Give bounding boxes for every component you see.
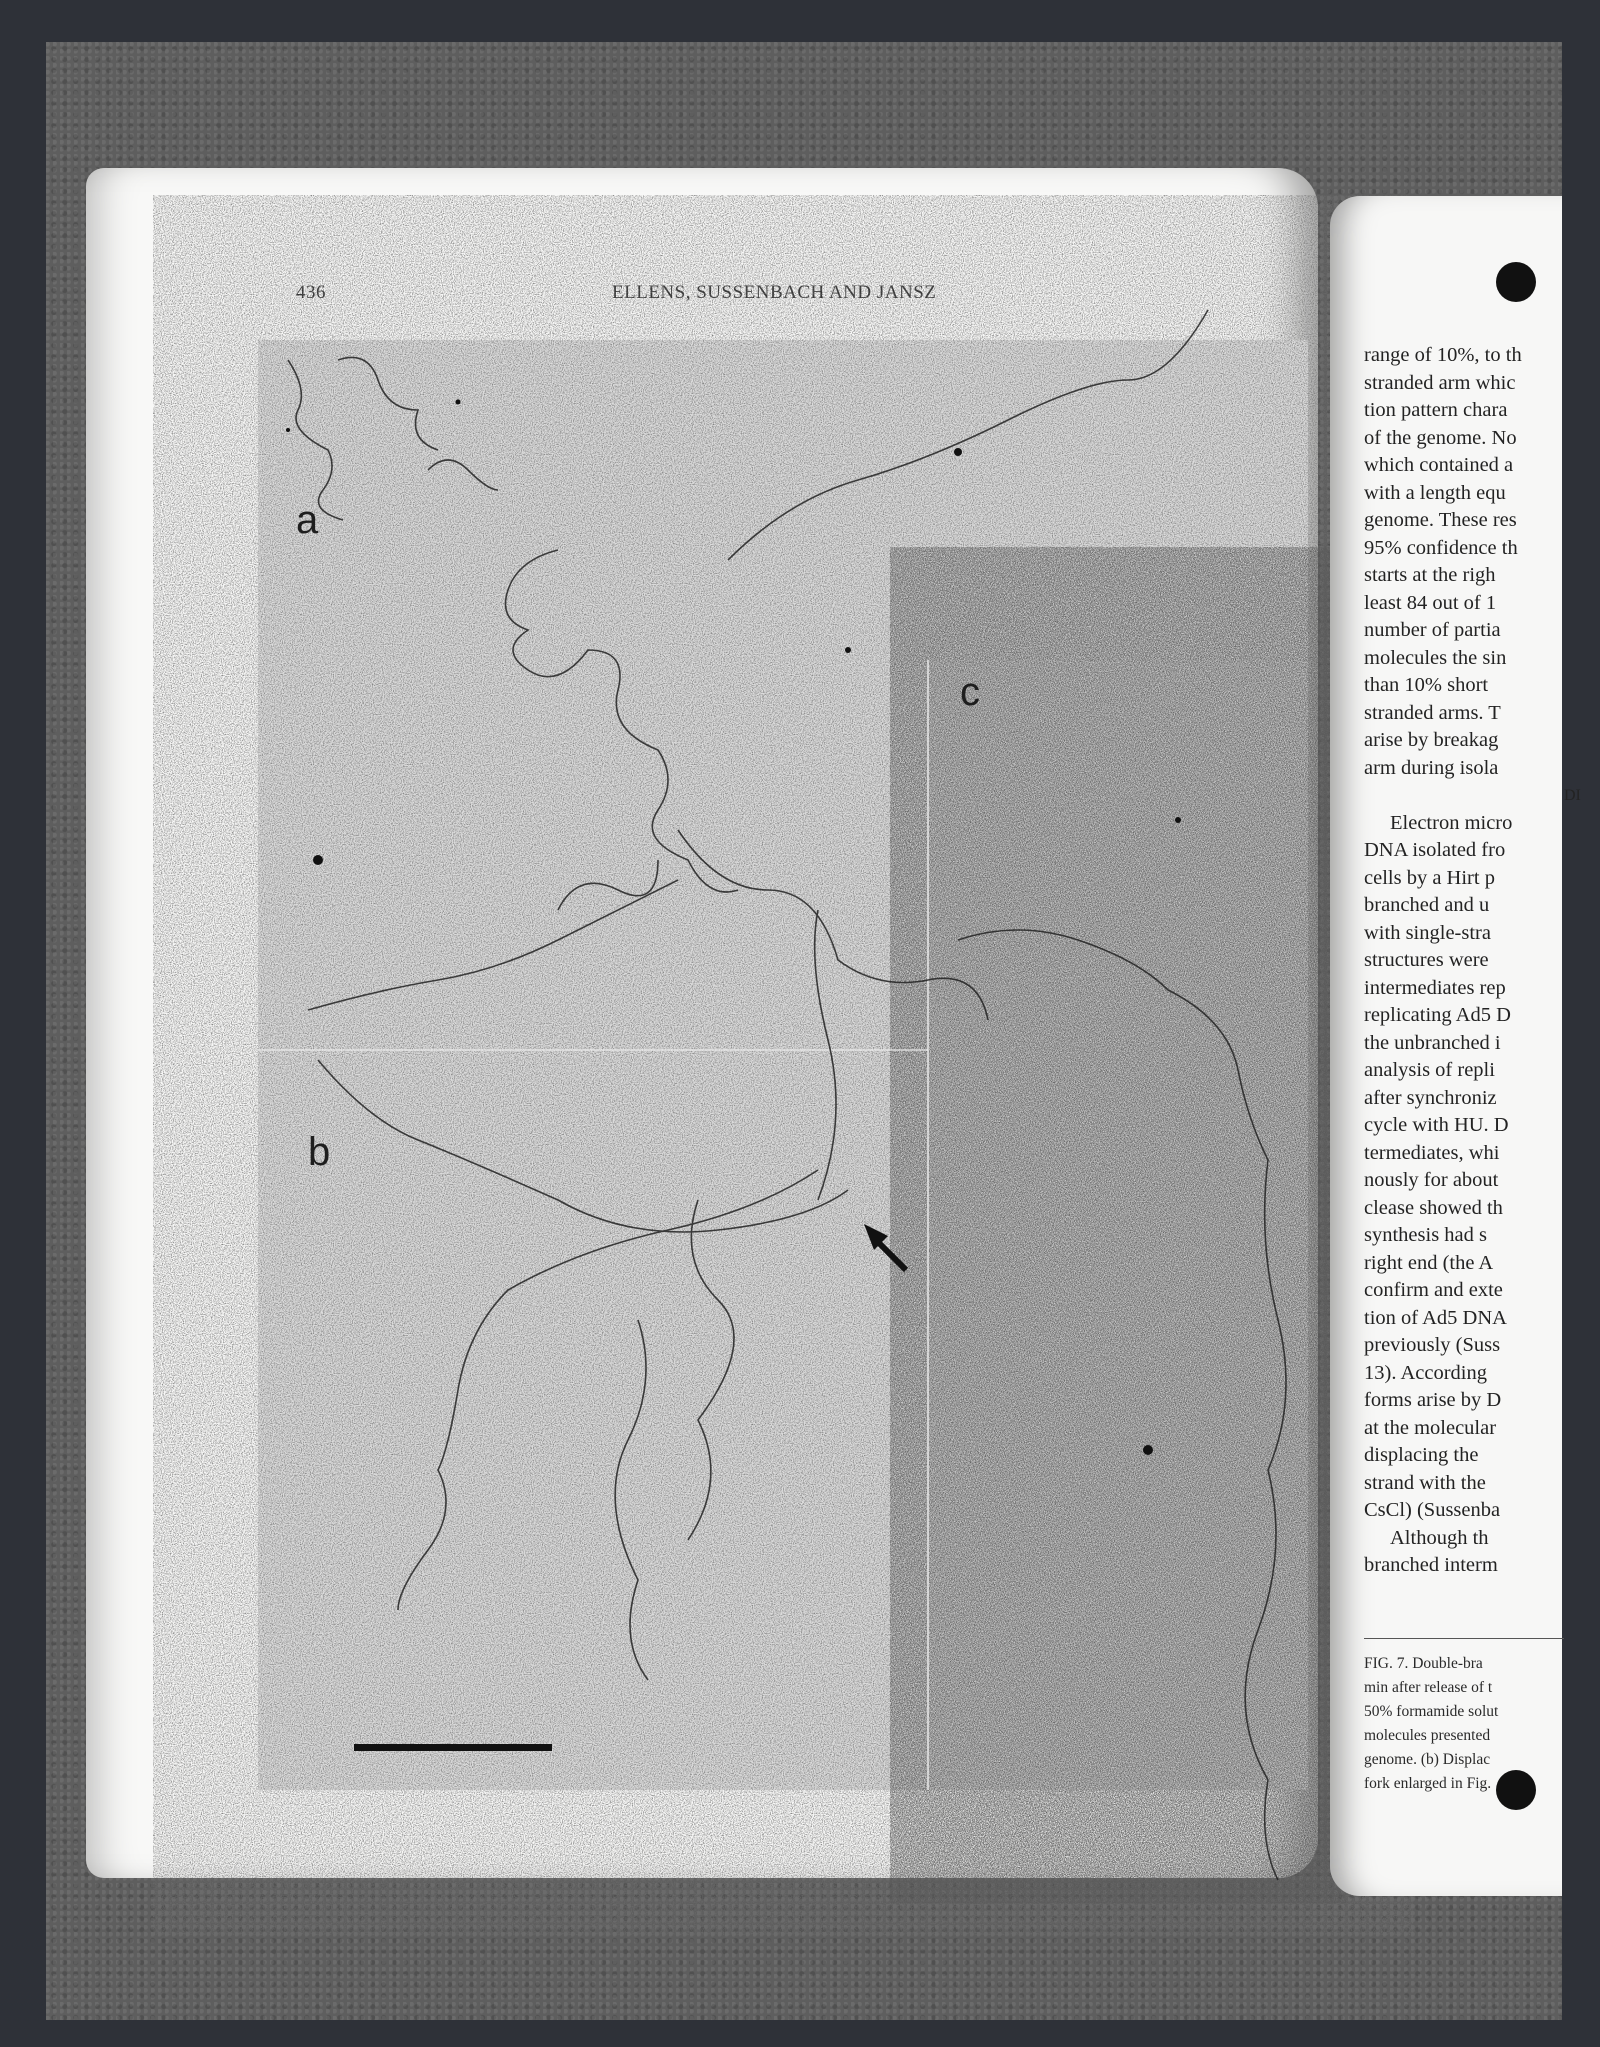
text-line: tion of Ad5 DNA bbox=[1364, 1306, 1507, 1329]
page-number: 436 bbox=[296, 282, 326, 303]
text-line: least 84 out of 1 bbox=[1364, 591, 1497, 614]
text-line: 95% confidence th bbox=[1364, 536, 1518, 559]
text-line: right end (the A bbox=[1364, 1251, 1494, 1274]
electron-micrograph-figure bbox=[258, 340, 1308, 1790]
text-line: arise by breakag bbox=[1364, 729, 1499, 751]
section-heading: DI bbox=[1564, 787, 1581, 804]
caption-line: 50% formamide solut bbox=[1364, 1703, 1499, 1720]
text-line: of the genome. No bbox=[1364, 426, 1517, 449]
page-header bbox=[296, 282, 996, 310]
running-head: ELLENS, SUSSENBACH AND JANSZ bbox=[612, 282, 937, 303]
right-page bbox=[1330, 196, 1581, 1896]
text-line: Although th bbox=[1390, 1526, 1489, 1549]
text-line: number of partia bbox=[1364, 619, 1501, 641]
body-text-column bbox=[1364, 342, 1584, 1580]
text-line: arm during isola bbox=[1364, 756, 1499, 779]
text-line: strand with the bbox=[1364, 1471, 1486, 1494]
micrograph-image bbox=[258, 340, 1308, 1790]
caption-line: molecules presented bbox=[1364, 1727, 1491, 1744]
text-line: synthesis had s bbox=[1364, 1224, 1487, 1246]
text-line: starts at the righ bbox=[1364, 564, 1496, 586]
binder-hole bbox=[1496, 262, 1536, 302]
text-line: tion pattern chara bbox=[1364, 399, 1508, 421]
text-line: the unbranched i bbox=[1364, 1031, 1501, 1054]
text-line: intermediates rep bbox=[1364, 976, 1506, 999]
text-line: genome. These res bbox=[1364, 509, 1517, 531]
text-line: molecules the sin bbox=[1364, 646, 1507, 669]
caption-line: FIG. 7. Double-bra bbox=[1364, 1655, 1483, 1672]
text-line: previously (Suss bbox=[1364, 1334, 1501, 1356]
text-line: 13). According bbox=[1364, 1361, 1487, 1384]
panel-label-b: b bbox=[308, 1130, 331, 1174]
text-line: forms arise by D bbox=[1364, 1389, 1502, 1411]
text-line: replicating Ad5 D bbox=[1364, 1004, 1511, 1026]
text-line: stranded arms. T bbox=[1364, 701, 1501, 724]
text-line: branched and u bbox=[1364, 894, 1490, 916]
figure-caption bbox=[1364, 1652, 1574, 1796]
text-line: cycle with HU. D bbox=[1364, 1114, 1509, 1136]
text-line: structures were bbox=[1364, 949, 1489, 971]
caption-line: genome. (b) Displac bbox=[1364, 1751, 1491, 1768]
text-line: with a length equ bbox=[1364, 481, 1506, 504]
caption-line: min after release of t bbox=[1364, 1679, 1493, 1696]
text-line: stranded arm whic bbox=[1364, 371, 1516, 394]
text-line: with single-stra bbox=[1364, 921, 1491, 944]
caption-line: fork enlarged in Fig. bbox=[1364, 1775, 1492, 1792]
text-line: displacing the bbox=[1364, 1444, 1479, 1466]
text-line: termediates, whi bbox=[1364, 1141, 1500, 1164]
text-line: CsCl) (Sussenba bbox=[1364, 1499, 1501, 1521]
panel-label-a: a bbox=[296, 498, 319, 542]
text-line: range of 10%, to th bbox=[1364, 344, 1522, 366]
text-line: which contained a bbox=[1364, 454, 1514, 476]
text-line: than 10% short bbox=[1364, 674, 1489, 696]
caption-rule bbox=[1364, 1638, 1564, 1639]
scale-bar bbox=[354, 1744, 552, 1751]
text-line: analysis of repli bbox=[1364, 1059, 1495, 1081]
text-line: Electron micro bbox=[1390, 811, 1513, 834]
text-line: confirm and exte bbox=[1364, 1279, 1503, 1301]
text-line: cells by a Hirt p bbox=[1364, 866, 1495, 889]
text-line: DNA isolated fro bbox=[1364, 839, 1506, 861]
text-line: branched interm bbox=[1364, 1554, 1498, 1576]
text-line: nously for about bbox=[1364, 1169, 1499, 1191]
text-line: after synchroniz bbox=[1364, 1086, 1497, 1109]
panel-label-c: c bbox=[960, 670, 980, 714]
text-line: at the molecular bbox=[1364, 1416, 1497, 1439]
text-line: clease showed th bbox=[1364, 1196, 1503, 1219]
binder-hole bbox=[1496, 1770, 1536, 1810]
